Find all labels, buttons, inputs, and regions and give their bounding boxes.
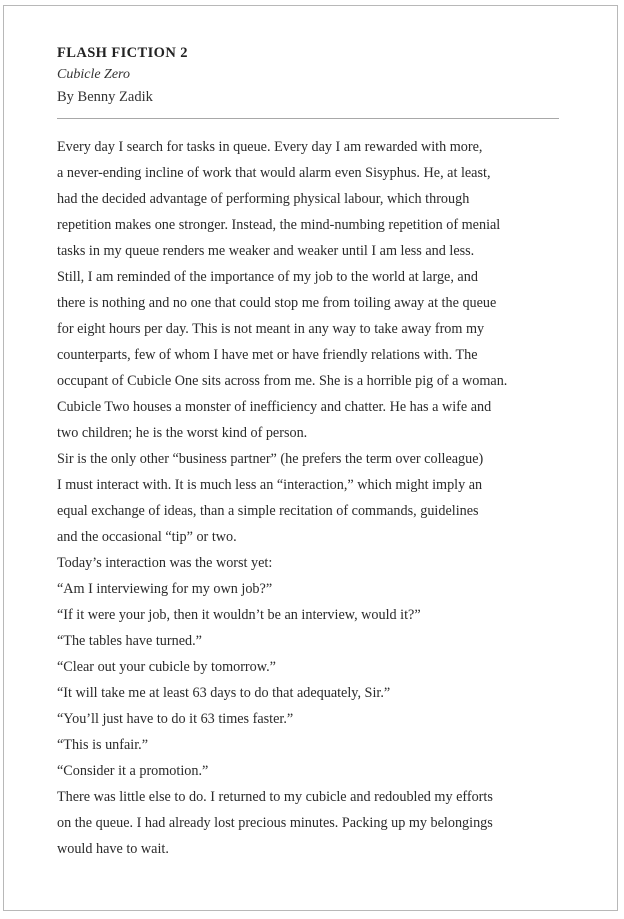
text-line: I must interact with. It is much less an “interaction,” which might imply an xyxy=(57,477,483,493)
text-line: and the occasional “tip” or two. xyxy=(57,529,237,545)
header-divider xyxy=(57,118,559,119)
text-line: two children; he is the worst kind of person. xyxy=(57,425,308,441)
dialogue-line: “Am I interviewing for my own job?” xyxy=(57,581,273,597)
dialogue-line: “The tables have turned.” xyxy=(57,633,202,649)
story-subtitle: Cubicle Zero xyxy=(57,67,130,82)
text-line: repetition makes one stronger. Instead, the mind-numbing repetition of menial xyxy=(57,217,501,233)
text-line: tasks in my queue renders me weaker and weaker until I am less and less. xyxy=(57,243,475,259)
text-line: Every day I search for tasks in queue. Every day I am rewarded with more, xyxy=(57,139,483,155)
author-byline: By Benny Zadik xyxy=(57,89,153,105)
text-line: counterparts, few of whom I have met or have friendly relations with. The xyxy=(57,347,478,363)
text-line: Cubicle Two houses a monster of inefficiency and chatter. He has a wife and xyxy=(57,399,492,415)
dialogue-line: “Consider it a promotion.” xyxy=(57,763,209,779)
text-line: There was little else to do. I returned to my cubicle and redoubled my efforts xyxy=(57,789,493,805)
text-line: equal exchange of ideas, than a simple recitation of commands, guidelines xyxy=(57,503,479,519)
dialogue-line: “This is unfair.” xyxy=(57,737,149,753)
dialogue-line: “Clear out your cubicle by tomorrow.” xyxy=(57,659,276,675)
story-body xyxy=(57,134,567,862)
text-line: there is nothing and no one that could stop me from toiling away at the queue xyxy=(57,295,497,311)
text-line: for eight hours per day. This is not meant in any way to take away from my xyxy=(57,321,485,337)
text-line: occupant of Cubicle One sits across from me. She is a horrible pig of a woman. xyxy=(57,373,508,389)
story-header xyxy=(57,43,567,108)
text-line: Today’s interaction was the worst yet: xyxy=(57,555,273,571)
story-title: FLASH FICTION 2 xyxy=(57,45,188,61)
text-line: a never-ending incline of work that would alarm even Sisyphus. He, at least, xyxy=(57,165,491,181)
text-line: Sir is the only other “business partner” (he prefers the term over colleague) xyxy=(57,451,484,467)
dialogue-line: “It will take me at least 63 days to do that adequately, Sir.” xyxy=(57,685,391,701)
text-line: Still, I am reminded of the importance of my job to the world at large, and xyxy=(57,269,478,285)
text-line: would have to wait. xyxy=(57,841,169,857)
text-line: on the queue. I had already lost precious minutes. Packing up my belongings xyxy=(57,815,493,831)
text-line: had the decided advantage of performing physical labour, which through xyxy=(57,191,470,207)
dialogue-line: “You’ll just have to do it 63 times faster.” xyxy=(57,711,294,727)
dialogue-line: “If it were your job, then it wouldn’t be an interview, would it?” xyxy=(57,607,421,623)
